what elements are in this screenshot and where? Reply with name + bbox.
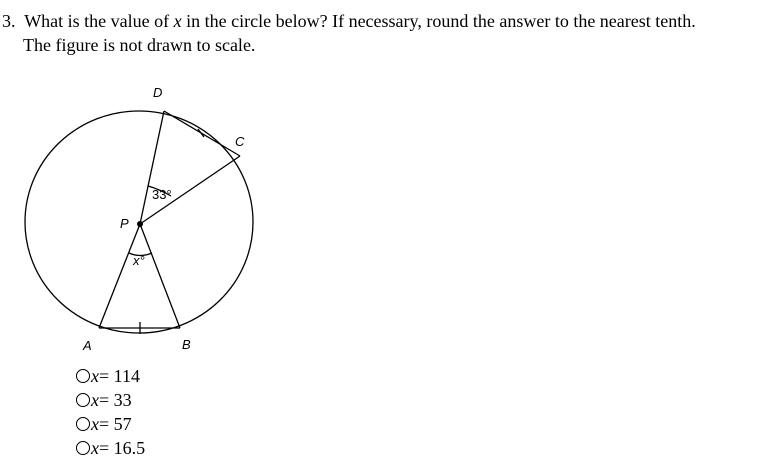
radio-button[interactable] [76, 393, 90, 407]
choice-text: = 57 [99, 413, 132, 434]
label-a: A [83, 338, 92, 353]
angle-label-x: x° [133, 253, 145, 268]
radio-button[interactable] [76, 369, 90, 383]
center-point [137, 221, 143, 227]
question-number: 3. [2, 11, 16, 31]
answer-choices [76, 364, 145, 460]
choice-4[interactable] [76, 436, 145, 460]
choice-var: x [91, 413, 99, 434]
choice-1[interactable] [76, 364, 145, 388]
radius-pd [140, 111, 164, 224]
choice-2[interactable] [76, 388, 145, 412]
choice-text: = 114 [99, 365, 140, 386]
question-line-2: The figure is not drawn to scale. [23, 35, 256, 55]
radio-button[interactable] [76, 441, 90, 455]
choice-var: x [91, 437, 99, 458]
radius-pb [140, 224, 180, 328]
angle-label-33: 33° [152, 187, 172, 202]
choice-text: = 33 [99, 389, 132, 410]
label-d: D [153, 85, 163, 100]
choice-text: = 16.5 [99, 437, 146, 458]
radio-button[interactable] [76, 417, 90, 431]
choice-var: x [91, 389, 99, 410]
label-c: C [235, 134, 245, 149]
label-b: B [182, 337, 191, 352]
question-text-part2: in the circle below? If necessary, round the answer to the nearest tenth. [186, 11, 696, 31]
question-variable: x [173, 11, 182, 31]
choice-3[interactable] [76, 412, 145, 436]
label-p: P [120, 216, 129, 231]
question-text-part1: What is the value of [24, 11, 170, 31]
choice-var: x [91, 365, 99, 386]
radius-pa [99, 224, 140, 328]
